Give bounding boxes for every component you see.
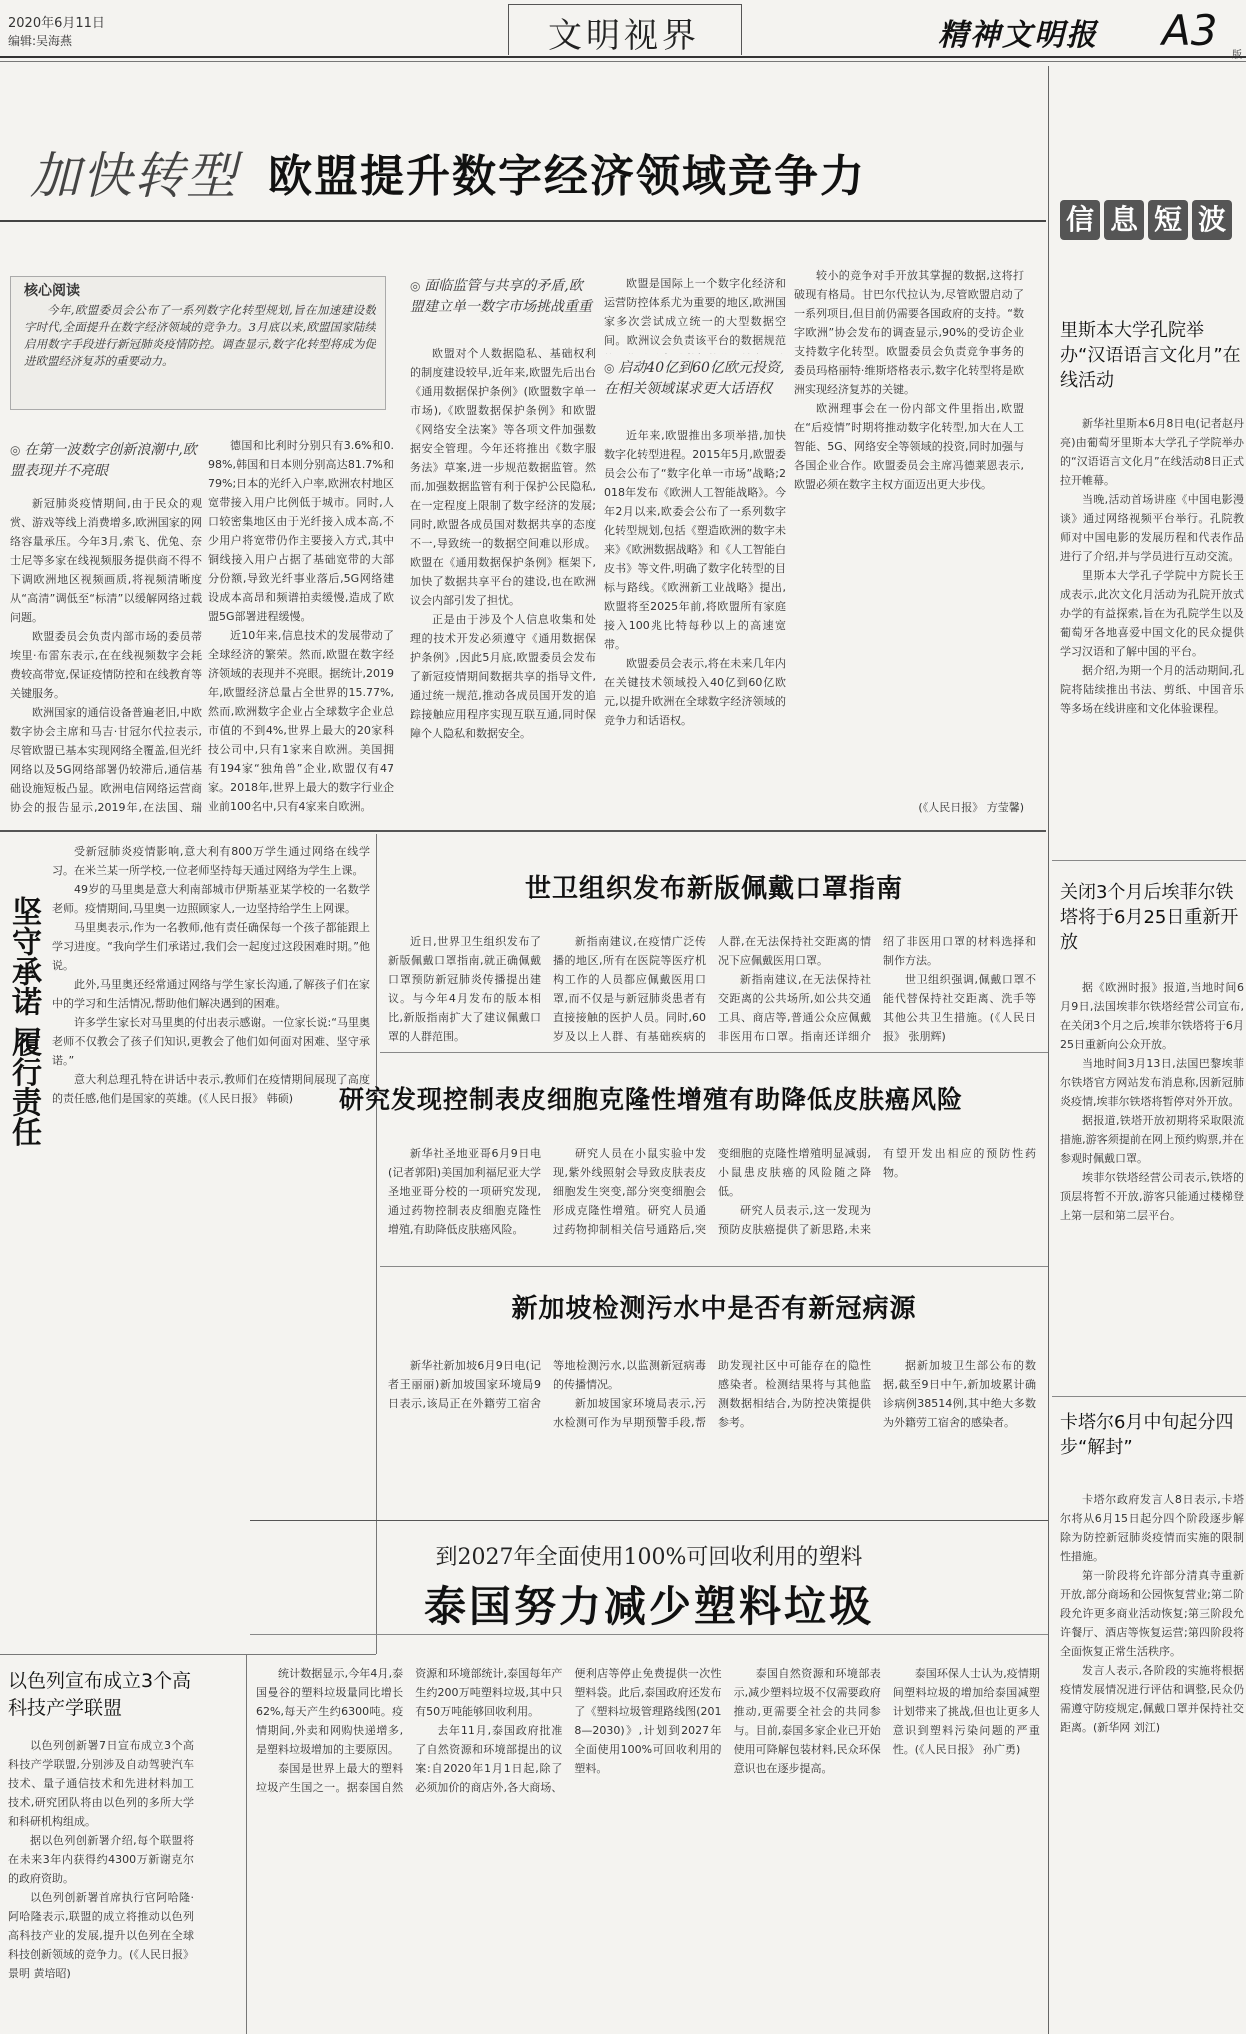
lead-title: 欧盟提升数字经济领域竞争力	[268, 151, 866, 202]
page-editor: 编辑:吴海燕	[8, 34, 73, 48]
lead-col-3	[410, 344, 596, 820]
paragraph: 里斯本大学孔子学院中方院长王成表示,此次文化月活动为孔院开放式办学的有益探索,旨在为孔院学生以及葡萄牙各地喜爱中国文化的民众提供学习汉语和了解中国的平台。	[1060, 569, 1244, 658]
paragraph: 欧盟委员会负责内部市场的委员蒂埃里·布雷东表示,在在线视频数字会耗费较高带宽,保证疫情防控和在线教育等关键服务。	[10, 630, 202, 700]
paragraph: 当地时间3月13日,法国巴黎埃菲尔铁塔官方网站发布消息称,因新冠肺炎疫情,埃菲尔铁塔将暂停对外开放。	[1060, 1057, 1244, 1108]
brief-header	[1060, 200, 1246, 244]
paragraph: 近日,世界卫生组织发布了新版佩戴口罩指南,就正确佩戴口罩预防新冠肺炎传播提出建议。与今年4月发布的版本相比,新版指南扩大了建议佩戴口罩的人群范围。	[388, 935, 541, 1043]
article-rule	[380, 1052, 1048, 1053]
lead-source: (《人民日报》 方莹馨)	[918, 801, 1024, 814]
paragraph: 49岁的马里奥是意大利南部城市伊斯基亚某学校的一名数学老师。疫情期间,马里奥一边照顾家人,一边坚持给学生上网课。	[52, 883, 370, 915]
thailand-divider	[246, 1654, 247, 2034]
paragraph: 据报道,铁塔开放初期将采取限流措施,游客须提前在网上预约购票,并在参观时佩戴口罩。	[1060, 1114, 1244, 1165]
subhead-bullet-icon: ◎	[604, 361, 619, 375]
paragraph: 泰国自然资源和环境部表示,减少塑料垃圾不仅需要政府推动,更需要全社会的共同参与。目前,泰国多家企业已开始使用可降解包装材料,民众环保意识也在逐步提高。	[733, 1667, 881, 1775]
paragraph: 马里奥表示,作为一名教师,他有责任确保每一个孩子都能跟上学习进度。“我向学生们承诺过,我们会一起度过这段困难时期。”他说。	[52, 921, 370, 972]
paragraph: 新冠肺炎疫情期间,由于民众的观赏、游戏等线上消费增多,欧洲国家的网络容量承压。今年3月,索飞、优兔、奈士尼等多家在线视频服务提供商不得不下调欧洲地区视频画质,将视频清晰度从“高清”调低至“标清”以缓解网络过载问题。	[10, 497, 202, 624]
brief-rule	[1052, 860, 1246, 861]
paper-name: 精神文明报	[938, 18, 1098, 53]
page-suffix	[1232, 46, 1242, 61]
paragraph: 德国和比利时分别只有3.6%和0.98%,韩国和日本则分别高达81.7%和79%;日本的光纤入户率,欧洲农村地区宽带接入用户比例低于城市。同时,人口较密集地区由于光纤接入成本高,不少用户将宽带仍作主要接入方式,其中铜线接入用户占据了基础宽带的大部分份额,导致光纤事业落后,5G网络建设成本高昂和频谱拍卖缓慢,造成了欧盟5G部署进程缓慢。	[208, 439, 394, 623]
side-column-text	[52, 842, 370, 1642]
paragraph: 泰国环保人士认为,疫情期间塑料垃圾的增加给泰国减塑计划带来了挑战,但也让更多人意识到塑料污染问题的严重性。(《人民日报》 孙广勇)	[892, 1667, 1040, 1756]
lead-col-5	[604, 426, 786, 820]
lead-col-1	[10, 494, 202, 820]
paragraph: 研究人员表示,这一发现为预防皮肤癌提供了新思路,未来有望开发出相应的预防性药物。	[718, 1147, 1036, 1236]
paragraph: 统计数据显示,今年4月,泰国曼谷的塑料垃圾量同比增长62%,每天产生约6300吨。疫情期间,外卖和网购快递增多,是塑料垃圾增加的主要原因。	[256, 1667, 404, 1756]
side-column-title: 坚守承诺 履行责任	[6, 895, 41, 1147]
lead-subhead-2	[410, 276, 596, 338]
article-text	[388, 932, 1036, 1046]
paragraph: 当晚,活动首场讲座《中国电影漫谈》通过网络视频平台举行。孔院教师对中国电影的发展历程和代表作品进行了介绍,并与学员进行互动交流。	[1060, 493, 1244, 563]
brief-header-char: 信	[1060, 200, 1100, 240]
paragraph: 近10年来,信息技术的发展带动了全球经济的繁荣。然而,欧盟在数字经济领域的表现并不亮眼。据统计,2019年,欧盟经济总量占全世界的15.77%,然而,欧洲数字企业占全球数字企业总市值的不到4%,世界上最大的20家科技公司中,只有1家来自欧洲。美国拥有194家“独角兽”企业,欧盟仅有47家。2018年,世界上最大的数字行业企业前100名中,只有4家来自欧洲。	[208, 629, 394, 813]
article-title: 研究发现控制表皮细胞克隆性增殖有助降低皮肤癌风险	[338, 1085, 963, 1114]
lead-title-rule	[0, 220, 1046, 222]
brief-text	[1060, 978, 1244, 1342]
paragraph: 新华社新加坡6月9日电(记者王丽丽)新加坡国家环境局9日表示,该局正在外籍劳工宿舍等地检测污水,以监测新冠病毒的传播情况。	[388, 1359, 706, 1410]
side-column-divider	[376, 834, 377, 1654]
paragraph: 埃菲尔铁塔经营公司表示,铁塔的顶层将暂不开放,游客只能通过楼梯登上第一层和第二层平台。	[1060, 1171, 1244, 1222]
paragraph: 泰国是世界上最大的塑料垃圾产生国之一。据泰国自然资源和环境部统计,泰国每年产生约200万吨塑料垃圾,其中只有50万吨能够回收利用。	[256, 1667, 563, 1794]
article-text	[388, 1356, 1036, 1470]
paragraph: 研究人员在小鼠实验中发现,紫外线照射会导致皮肤表皮细胞发生突变,部分突变细胞会形成克隆性增殖。研究人员通过药物抑制相关信号通路后,突变细胞的克隆性增殖明显减弱,小鼠患皮肤癌的风险随之降低。	[553, 1147, 871, 1236]
article-rule	[380, 1266, 1048, 1267]
brief-title: 关闭3个月后埃菲尔铁塔将于6月25日重新开放	[1060, 882, 1239, 953]
subhead-bullet-icon: ◎	[10, 443, 25, 457]
brief-header-char: 短	[1148, 200, 1188, 240]
paragraph: 卡塔尔政府发言人8日表示,卡塔尔将从6月15日起分四个阶段逐步解除为防控新冠肺炎疫情而实施的限制性措施。	[1060, 1493, 1244, 1563]
paragraph: 意大利总理孔特在讲话中表示,教师们在疫情期间展现了高度的责任感,他们是国家的英雄。(《人民日报》 韩硕)	[52, 1073, 370, 1105]
section-name: 文明视界	[548, 16, 700, 56]
paragraph: 新华社圣地亚哥6月9日电(记者郭阳)美国加利福尼亚大学圣地亚哥分校的一项研究发现,通过药物控制表皮细胞克隆性增殖,有助降低皮肤癌风险。	[388, 1147, 541, 1236]
core-reading-label: 核心阅读	[24, 283, 80, 299]
right-column-divider	[1048, 66, 1049, 2034]
paragraph: 许多学生家长对马里奥的付出表示感谢。一位家长说:“马里奥老师不仅教会了孩子们知识,更教会了他们如何面对困难、坚守承诺。”	[52, 1016, 370, 1067]
lead-col-2	[208, 436, 394, 820]
article-rule	[250, 1520, 1048, 1521]
brief-title: 里斯本大学孔院举办“汉语语言文化月”在线活动	[1060, 320, 1241, 391]
masthead-rule	[0, 56, 1246, 58]
brief-rule	[1052, 1396, 1246, 1397]
brief-title: 以色列宣布成立3个高科技产学联盟	[8, 1670, 192, 1719]
lead-col-6	[794, 266, 1024, 794]
lead-subhead-1-text: 在第一波数字创新浪潮中,欧盟表现并不亮眼	[10, 442, 197, 479]
lead-subhead-3	[604, 358, 786, 422]
article-title: 世卫组织发布新版佩戴口罩指南	[524, 874, 903, 904]
paragraph: 近年来,欧盟推出多项举措,加快数字化转型进程。2015年5月,欧盟委员会公布了“数字化单一市场”战略;2018年发布《欧洲人工智能战略》。今年2月以来,欧委会公布了一系列数字化转型规划,包括《塑造欧洲的数字未来》《欧洲数据战略》和《人工智能白皮书》等文件,明确了数字化转型的目标与路线。《欧洲新工业战略》提出,欧盟将至2025年前,将欧盟所有家庭接入100兆比特每秒以上的高速宽带。	[604, 429, 786, 651]
paragraph: 欧洲国家的通信设备普遍老旧,中欧数字协会主席和马吉·甘冠尔代拉表示,尽管欧盟已基本实现网络全覆盖,但光纤网络以及5G网络部署仍较滞后,通信基础设施短板凸显。欧洲电信网络运营商协会的报告显示,2019年,在法国、瑞	[10, 706, 202, 814]
article-title: 泰国努力减少塑料垃圾	[423, 1582, 874, 1631]
paragraph: 据以色列创新署介绍,每个联盟将在未来3年内获得约4300万新谢克尔的政府资助。	[8, 1834, 194, 1885]
page-number: A3	[1162, 6, 1218, 55]
paragraph: 据新加坡卫生部公布的数据,截至9日中午,新加坡累计确诊病例38514例,其中绝大多数为外籍劳工宿舍的感染者。	[883, 1359, 1036, 1429]
article-title: 新加坡检测污水中是否有新冠病源	[511, 1294, 917, 1324]
paragraph: 欧盟对个人数据隐私、基础权利的制度建设较早,近年来,欧盟先后出台《通用数据保护条例》(欧盟数字单一市场),《欧盟数据保护条例》和欧盟《网络安全法案》等各项文件加强数据安全管理。今年还将推出《数字服务法》草案,进一步规范数据监管。然而,加强数据监管有利于保护公民隐私,在一定程度上限制了数字经济的发展;同时,欧盟各成员国对数据共享的态度不一,导致统一的数据空间难以形成。欧盟在《通用数据保护条例》框架下,加快了数据共享平台的建设,也在欧洲议会内部引发了担忧。	[410, 347, 596, 607]
brief-header-char: 波	[1192, 200, 1232, 240]
paragraph: 较小的竞争对手开放其掌握的数据,这将打破现有格局。甘巴尔代拉认为,尽管欧盟启动了一系列项目,但目前仍需要各国政府的支持。“数字欧洲”协会发布的调查显示,90%的受访企业支持数字化转型。欧盟委员会负责竞争事务的委员玛格丽特·维斯塔格表示,数字化转型将是欧洲实现经济复苏的关键。	[794, 269, 1024, 396]
masthead-rule-thin	[0, 61, 1246, 62]
brief-header-char: 息	[1104, 200, 1144, 240]
paragraph: 发言人表示,各阶段的实施将根据疫情发展情况进行评估和调整,民众仍需遵守防疫规定,佩戴口罩并保持社交距离。(新华网 刘江)	[1060, 1664, 1244, 1734]
paragraph: 新指南建议,在无法保持社交距离的公共场所,如公共交通工具、商店等,普通公众应佩戴非医用布口罩。指南还详细介绍了非医用口罩的材料选择和制作方法。	[718, 935, 1036, 1043]
brief-text	[1060, 414, 1244, 846]
paragraph: 第一阶段将允许部分清真寺重新开放,部分商场和公园恢复营业;第二阶段允许更多商业活动恢复;第三阶段允许餐厅、酒店等恢复运营;第四阶段将全面恢复正常生活秩序。	[1060, 1569, 1244, 1658]
paragraph: 新加坡国家环境局表示,污水检测可作为早期预警手段,帮助发现社区中可能存在的隐性感染者。检测结果将与其他监测数据相结合,为防控决策提供参考。	[553, 1359, 871, 1429]
brief-text	[8, 1736, 194, 2028]
article-text	[256, 1664, 1040, 2026]
paragraph: 新指南建议,在疫情广泛传播的地区,所有在医院等医疗机构工作的人员都应佩戴医用口罩,而不仅是与新冠肺炎患者有直接接触的医护人员。同时,60岁及以上人群、有基础疾病的人群,在无法保持社交距离的情况下应佩戴医用口罩。	[553, 935, 871, 1043]
lead-col-4: 欧盟是国际上一个数字化经济和运营防控体系尤为重要的地区,欧洲国家多次尝试成立统一的大型数据空间。欧洲议会负责该平台的数据规范	[604, 277, 786, 347]
issue-date: 2020年6月11日	[8, 16, 105, 31]
paragraph: 据介绍,为期一个月的活动期间,孔院将陆续推出书法、剪纸、中国音乐等多场在线讲座和文化体验课程。	[1060, 664, 1244, 715]
lead-bottom-rule	[0, 830, 1046, 832]
side-bottom-rule	[0, 1654, 376, 1655]
paragraph: 新华社里斯本6月8日电(记者赵丹亮)由葡萄牙里斯本大学孔子学院举办的“汉语语言文化月”在线活动8日正式拉开帷幕。	[1060, 417, 1244, 487]
lead-kicker: 加快转型	[30, 147, 238, 205]
lead-subhead-2-text: 面临监管与共享的矛盾,欧盟建立单一数字市场挑战重重	[410, 278, 592, 315]
paragraph: 受新冠肺炎疫情影响,意大利有800万学生通过网络在线学习。在米兰某一所学校,一位老师坚持每天通过网络为学生上课。	[52, 845, 370, 877]
paragraph: 欧盟委员会表示,将在未来几年内在关键技术领域投入40亿到60亿欧元,以提升欧洲在全球数字经济领域的竞争力和话语权。	[604, 657, 786, 727]
article-kicker: 到2027年全面使用100%可回收利用的塑料	[435, 1545, 863, 1570]
article-rule	[250, 1634, 1048, 1635]
paragraph: 世卫组织强调,佩戴口罩不能代替保持社交距离、洗手等其他公共卫生措施。(《人民日报》 张朋辉)	[883, 973, 1036, 1043]
subhead-bullet-icon: ◎	[410, 279, 425, 293]
paragraph: 据《欧洲时报》报道,当地时间6月9日,法国埃菲尔铁塔经营公司宣布,在关闭3个月之后,埃菲尔铁塔将于6月25日重新向公众开放。	[1060, 981, 1244, 1051]
brief-title: 卡塔尔6月中旬起分四步“解封”	[1060, 1412, 1234, 1458]
brief-text	[1060, 1490, 1244, 2022]
article-text	[388, 1144, 1036, 1258]
paragraph: 去年11月,泰国政府批准了自然资源和环境部提出的议案:自2020年1月1日起,除了必须加价的商店外,各大商场、便利店等停止免费提供一次性塑料袋。此后,泰国政府还发布了《塑料垃圾管理路线图(2018—2030)》,计划到2027年全面使用100%可回收利用的塑料。	[415, 1667, 722, 1794]
lead-subhead-3-text: 启动40亿到60亿欧元投资,在相关领域谋求更大话语权	[604, 360, 785, 397]
paragraph: 正是由于涉及个人信息收集和处理的技术开发必须遵守《通用数据保护条例》,因此5月底,欧盟委员会发布了新冠疫情期间数据共享的指导文件,通过统一规范,推动各成员国开发的追踪接触应用程序实现互联互通,同时保障个人隐私和数据安全。	[410, 613, 596, 740]
lead-subhead-1	[10, 440, 202, 486]
paragraph: 欧洲理事会在一份内部文件里指出,欧盟在“后疫情”时期将推动数字化转型,加大在人工智能、5G、网络安全等领域的投资,同时加强与各国企业合作。欧盟委员会主席冯德莱恩表示,欧盟必须在数字主权方面迈出更大步伐。	[794, 402, 1024, 491]
paragraph: 以色列创新署首席执行官阿哈隆·阿哈隆表示,联盟的成立将推动以色列高科技产业的发展,提升以色列在全球科技创新领域的竞争力。(《人民日报》 景明 黄培昭)	[8, 1891, 194, 1980]
paragraph: 此外,马里奥还经常通过网络与学生家长沟通,了解孩子们在家中的学习和生活情况,帮助他们解决遇到的困难。	[52, 978, 370, 1010]
paragraph: 以色列创新署7日宣布成立3个高科技产学联盟,分别涉及自动驾驶汽车技术、量子通信技术和先进材料加工技术,研究团队将由以色列的多所大学和科研机构组成。	[8, 1739, 194, 1828]
core-reading-text: 今年,欧盟委员会公布了一系列数字化转型规划,旨在加速建设数字时代,全面提升在数字经济领域的竞争力。3月底以来,欧盟国家陆续启用数字手段进行新冠肺炎疫情防控。调查显示,数字化转型将成为促进欧盟经济复苏的重要动力。	[24, 303, 376, 368]
